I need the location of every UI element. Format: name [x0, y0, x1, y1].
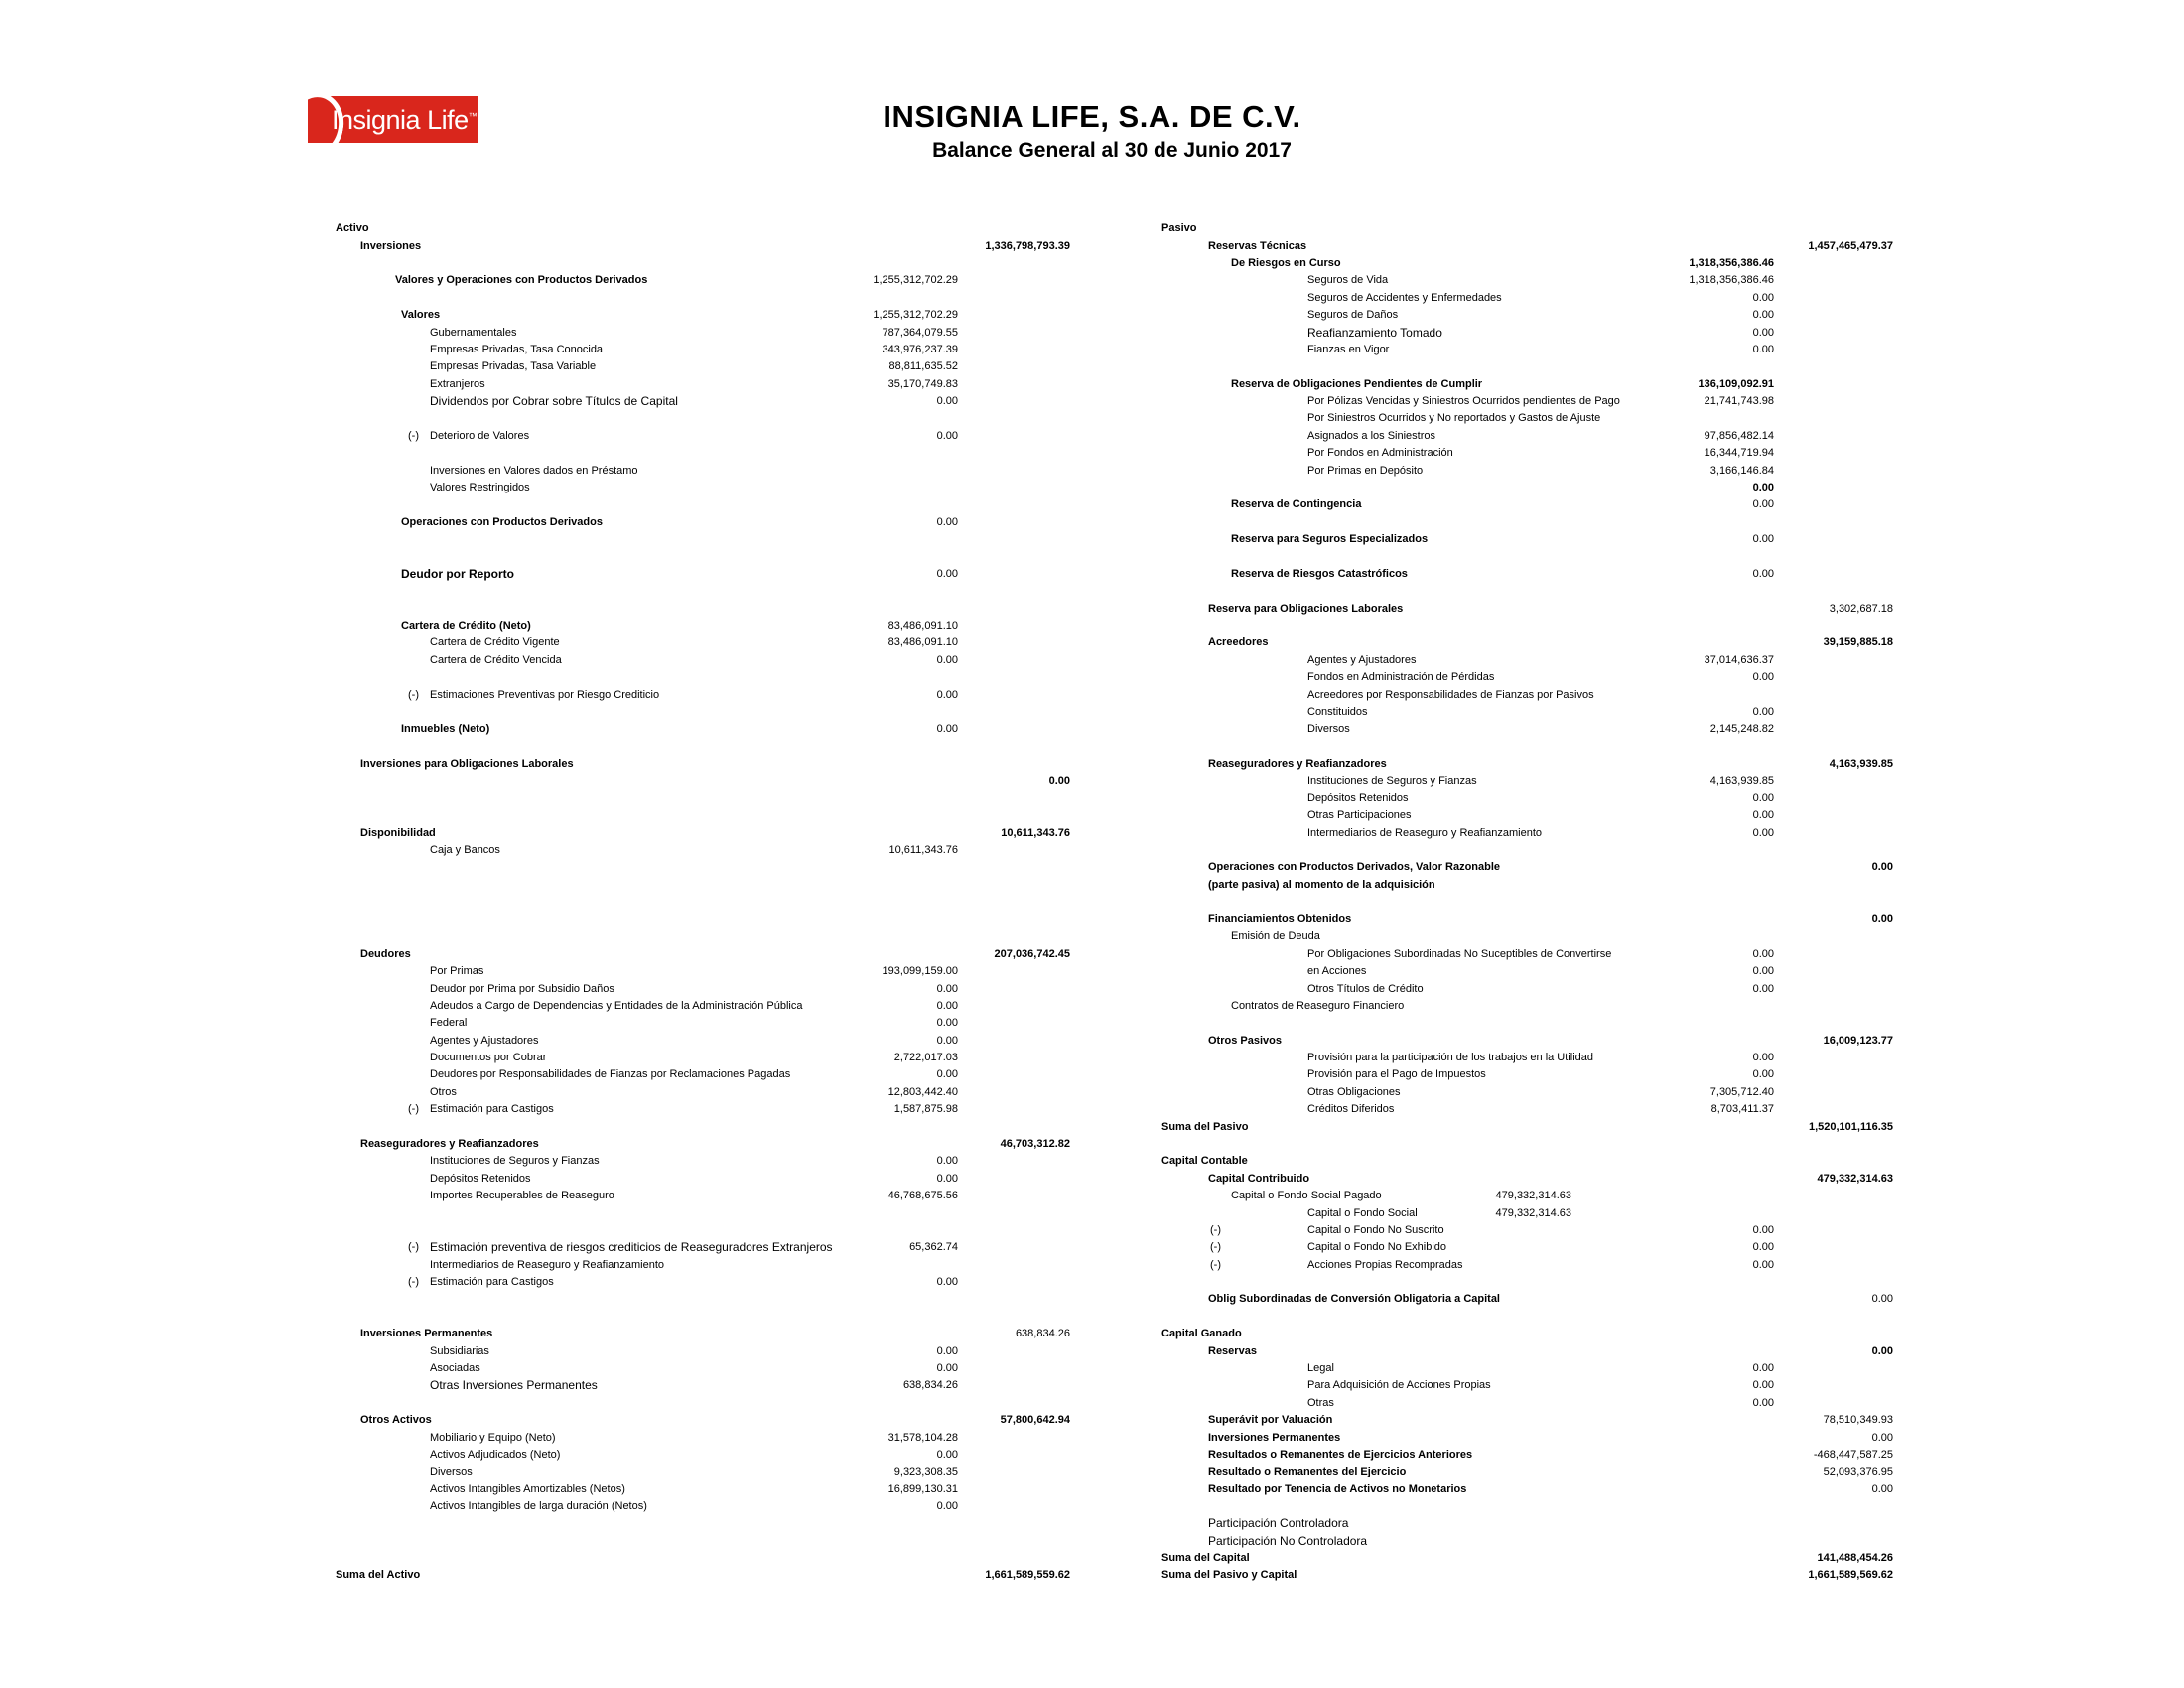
line-item-amount: 0.00 — [936, 1017, 958, 1029]
line-item-amount: 136,109,092.91 — [1698, 378, 1774, 390]
line-item-label: Reserva de Contingencia — [1231, 498, 1362, 510]
line-item-label: Instituciones de Seguros y Fianzas — [430, 1155, 600, 1167]
section-total: 1,520,101,116.35 — [1808, 1121, 1893, 1133]
line-item-label: Por Pólizas Vencidas y Siniestros Ocurridos pendientes de Pago — [1307, 395, 1620, 407]
line-item-label: Extranjeros — [430, 378, 485, 390]
line-item-label: Adeudos a Cargo de Dependencias y Entidades de la Administración Pública — [430, 1000, 803, 1012]
line-item-amount: 787,364,079.55 — [882, 327, 958, 339]
line-item-amount: 0.00 — [1752, 1259, 1774, 1271]
line-item-label: Cartera de Crédito (Neto) — [401, 620, 531, 632]
line-item-amount: 8,703,411.37 — [1710, 1103, 1774, 1115]
line-item-amount: 0.00 — [1752, 1224, 1774, 1236]
line-item-label: Agentes y Ajustadores — [1307, 654, 1417, 666]
line-item-amount: 46,768,675.56 — [887, 1190, 958, 1201]
line-item-amount: 0.00 — [1752, 965, 1774, 977]
line-item-label: Participación No Controladora — [1208, 1534, 1368, 1548]
line-item-amount: 9,323,308.35 — [893, 1466, 958, 1477]
minus-sign: (-) — [1210, 1259, 1221, 1271]
section-total: 0.00 — [1871, 1345, 1893, 1357]
line-item-amount: 0.00 — [936, 516, 958, 528]
line-item-label: Oblig Subordinadas de Conversión Obligatoria a Capital — [1208, 1293, 1500, 1305]
section-total: 141,488,454.26 — [1817, 1552, 1893, 1564]
section-total: 16,009,123.77 — [1823, 1035, 1893, 1047]
line-item-amount: 1,255,312,702.29 — [873, 274, 958, 286]
line-item-label: Otras Inversiones Permanentes — [430, 1378, 598, 1392]
line-item-label: Fianzas en Vigor — [1307, 344, 1390, 355]
line-item-label: Otras Obligaciones — [1307, 1086, 1401, 1098]
line-item-label: Para Adquisición de Acciones Propias — [1307, 1379, 1491, 1391]
line-item-amount: 31,578,104.28 — [887, 1432, 958, 1444]
line-item-label: Otros Pasivos — [1208, 1035, 1282, 1047]
line-item-amount: 0.00 — [936, 1155, 958, 1167]
line-item-label: Otros Títulos de Crédito — [1307, 983, 1424, 995]
line-item-amount: 0.00 — [936, 689, 958, 701]
line-item-label: Deudor por Prima por Subsidio Daños — [430, 983, 614, 995]
line-item-label: Operaciones con Productos Derivados — [401, 516, 603, 528]
line-item-amount: 0.00 — [1752, 827, 1774, 839]
section-total: 0.00 — [1048, 775, 1070, 787]
line-item-label: Acreedores por Responsabilidades de Fianzas por Pasivos — [1307, 689, 1594, 701]
line-item-label: Caja y Bancos — [430, 844, 500, 856]
line-item-amount: 0.00 — [936, 1345, 958, 1357]
line-item-label: Instituciones de Seguros y Fianzas — [1307, 775, 1477, 787]
line-item-label: Importes Recuperables de Reaseguro — [430, 1190, 614, 1201]
line-item-label: Reserva para Obligaciones Laborales — [1208, 603, 1404, 615]
line-item-label: Capital Contribuido — [1208, 1173, 1310, 1185]
line-item-label: Deudores — [360, 948, 411, 960]
line-item-amount: 0.00 — [1752, 948, 1774, 960]
line-item-label: De Riesgos en Curso — [1231, 257, 1341, 269]
line-item-amount: 0.00 — [1752, 533, 1774, 545]
line-item-amount: 0.00 — [936, 654, 958, 666]
line-item-amount: 0.00 — [1752, 482, 1774, 493]
line-item-label: Disponibilidad — [360, 827, 436, 839]
line-item-amount: 638,834.26 — [902, 1379, 958, 1391]
line-item-label: Activos Intangibles de larga duración (Netos) — [430, 1500, 647, 1512]
section-total: 57,800,642.94 — [1000, 1414, 1070, 1426]
section-total: 0.00 — [1871, 1293, 1893, 1305]
minus-sign: (-) — [1210, 1224, 1221, 1236]
page-subtitle: Balance General al 30 de Junio 2017 — [932, 139, 1292, 162]
line-item-label: Reserva de Riesgos Catastróficos — [1231, 568, 1408, 580]
line-item-amount: 0.00 — [1752, 1379, 1774, 1391]
line-item-label: Suma del Pasivo y Capital — [1161, 1569, 1297, 1581]
line-item-amount: 479,332,314.63 — [1495, 1190, 1571, 1201]
section-total: 1,661,589,569.62 — [1808, 1569, 1893, 1581]
line-item-label: Por Siniestros Ocurridos y No reportados y Gastos de Ajuste — [1307, 412, 1601, 424]
line-item-label: Resultados o Remanentes de Ejercicios Anteriores — [1208, 1449, 1473, 1461]
line-item-amount: 0.00 — [1752, 1362, 1774, 1374]
line-item-amount: 0.00 — [1752, 568, 1774, 580]
line-item-label: Reaseguradores y Reafianzadores — [360, 1138, 539, 1150]
line-item-amount: 3,166,146.84 — [1709, 465, 1774, 477]
line-item-label: en Acciones — [1307, 965, 1367, 977]
line-item-label: Inversiones Permanentes — [1208, 1432, 1341, 1444]
line-item-label: Emisión de Deuda — [1231, 930, 1320, 942]
line-item-amount: 0.00 — [936, 1362, 958, 1374]
line-item-amount: 1,318,356,386.46 — [1689, 274, 1774, 286]
minus-sign: (-) — [1210, 1241, 1221, 1253]
line-item-label: Inversiones — [360, 240, 422, 252]
line-item-label: Reserva de Obligaciones Pendientes de Cumplir — [1231, 378, 1483, 390]
line-item-label: Depósitos Retenidos — [1307, 792, 1409, 804]
section-total: -468,447,587.25 — [1813, 1449, 1893, 1461]
line-item-amount: 0.00 — [1752, 327, 1774, 339]
section-total: 39,159,885.18 — [1823, 636, 1893, 648]
line-item-label: Por Primas — [430, 965, 484, 977]
logo-text: Insignia Life™ — [332, 105, 478, 135]
section-total: 0.00 — [1871, 1432, 1893, 1444]
line-item-label: Mobiliario y Equipo (Neto) — [430, 1432, 556, 1444]
line-item-label: Reaseguradores y Reafianzadores — [1208, 758, 1387, 770]
line-item-amount: 0.00 — [1752, 344, 1774, 355]
section-total: 638,834.26 — [1015, 1328, 1070, 1339]
line-item-amount: 65,362.74 — [909, 1241, 958, 1253]
line-item-amount: 0.00 — [1752, 983, 1774, 995]
line-item-label: Por Fondos en Administración — [1307, 447, 1453, 459]
line-item-label: Reservas — [1208, 1345, 1257, 1357]
line-item-label: Asignados a los Siniestros — [1307, 430, 1436, 442]
section-total: 207,036,742.45 — [994, 948, 1070, 960]
minus-sign: (-) — [408, 1276, 419, 1288]
line-item-label: Estimación para Castigos — [430, 1276, 554, 1288]
line-item-amount: 0.00 — [936, 723, 958, 735]
line-item-amount: 1,587,875.98 — [893, 1103, 958, 1115]
line-item-amount: 0.00 — [936, 1035, 958, 1047]
line-item-label: Superávit por Valuación — [1208, 1414, 1333, 1426]
line-item-label: Por Obligaciones Subordinadas No Suceptibles de Convertirse — [1307, 948, 1612, 960]
line-item-label: Dividendos por Cobrar sobre Títulos de Capital — [430, 394, 678, 408]
section-total: 0.00 — [1871, 1483, 1893, 1495]
line-item-amount: 35,170,749.83 — [887, 378, 958, 390]
line-item-amount: 16,344,719.94 — [1704, 447, 1774, 459]
line-item-label: Estimación preventiva de riesgos crediticios de Reaseguradores Extranjeros — [430, 1240, 833, 1254]
line-item-amount: 2,722,017.03 — [893, 1052, 958, 1063]
line-item-label: Asociadas — [430, 1362, 480, 1374]
line-item-amount: 0.00 — [936, 1000, 958, 1012]
line-item-label: (parte pasiva) al momento de la adquisición — [1208, 879, 1435, 891]
line-item-label: Constituidos — [1307, 706, 1368, 718]
line-item-label: Inmuebles (Neto) — [401, 723, 490, 735]
section-total: 3,302,687.18 — [1829, 603, 1893, 615]
line-item-amount: 0.00 — [1752, 1068, 1774, 1080]
line-item-amount: 479,332,314.63 — [1495, 1207, 1571, 1219]
line-item-amount: 0.00 — [936, 1449, 958, 1461]
line-item-label: Provisión para el Pago de Impuestos — [1307, 1068, 1486, 1080]
line-item-label: Valores Restringidos — [430, 482, 530, 493]
line-item-label: Seguros de Vida — [1307, 274, 1389, 286]
minus-sign: (-) — [408, 1103, 419, 1115]
section-total: 0.00 — [1871, 861, 1893, 873]
line-item-label: Resultado por Tenencia de Activos no Monetarios — [1208, 1483, 1467, 1495]
line-item-label: Participación Controladora — [1208, 1516, 1349, 1530]
section-total: 479,332,314.63 — [1817, 1173, 1893, 1185]
line-item-amount: 0.00 — [1752, 1052, 1774, 1063]
section-total: 1,457,465,479.37 — [1808, 240, 1893, 252]
line-item-label: Seguros de Accidentes y Enfermedades — [1307, 292, 1502, 304]
line-item-label: Intermediarios de Reaseguro y Reafianzamiento — [430, 1259, 665, 1271]
line-item-amount: 343,976,237.39 — [882, 344, 958, 355]
line-item-label: Cartera de Crédito Vencida — [430, 654, 562, 666]
line-item-label: Cartera de Crédito Vigente — [430, 636, 560, 648]
line-item-label: Gubernamentales — [430, 327, 517, 339]
section-total: 4,163,939.85 — [1829, 758, 1893, 770]
line-item-amount: 0.00 — [1752, 792, 1774, 804]
line-item-label: Depósitos Retenidos — [430, 1173, 531, 1185]
section-total: 0.00 — [1871, 914, 1893, 925]
section-total: 10,611,343.76 — [1001, 827, 1070, 839]
line-item-amount: 0.00 — [1752, 1397, 1774, 1409]
line-item-label: Capital o Fondo Social — [1307, 1207, 1418, 1219]
line-item-label: Inversiones en Valores dados en Préstamo — [430, 465, 638, 477]
section-total: 1,661,589,559.62 — [985, 1569, 1070, 1581]
line-item-label: Capital Contable — [1161, 1155, 1248, 1167]
line-item-label: Intermediarios de Reaseguro y Reafianzamiento — [1307, 827, 1543, 839]
line-item-label: Deudor por Reporto — [401, 567, 514, 581]
line-item-amount: 21,741,743.98 — [1704, 395, 1774, 407]
line-item-amount: 1,255,312,702.29 — [873, 309, 958, 321]
line-item-label: Capital Ganado — [1161, 1328, 1242, 1339]
line-item-amount: 0.00 — [936, 568, 958, 580]
line-item-label: Valores y Operaciones con Productos Derivados — [395, 274, 648, 286]
line-item-amount: 0.00 — [936, 1173, 958, 1185]
line-item-label: Seguros de Daños — [1307, 309, 1399, 321]
line-item-amount: 0.00 — [1752, 671, 1774, 683]
line-item-label: Estimación para Castigos — [430, 1103, 554, 1115]
line-item-label: Activos Intangibles Amortizables (Netos) — [430, 1483, 625, 1495]
line-item-amount: 0.00 — [936, 395, 958, 407]
line-item-label: Agentes y Ajustadores — [430, 1035, 539, 1047]
line-item-label: Contratos de Reaseguro Financiero — [1231, 1000, 1405, 1012]
line-item-label: Federal — [430, 1017, 468, 1029]
line-item-label: Capital o Fondo No Suscrito — [1307, 1224, 1444, 1236]
line-item-label: Otras — [1307, 1397, 1334, 1409]
line-item-label: Deterioro de Valores — [430, 430, 530, 442]
line-item-amount: 0.00 — [936, 1500, 958, 1512]
line-item-amount: 0.00 — [936, 430, 958, 442]
line-item-amount: 83,486,091.10 — [887, 620, 958, 632]
line-item-label: Deudores por Responsabilidades de Fianzas por Reclamaciones Pagadas — [430, 1068, 791, 1080]
line-item-amount: 83,486,091.10 — [887, 636, 958, 648]
line-item-label: Suma del Capital — [1161, 1552, 1250, 1564]
line-item-label: Reservas Técnicas — [1208, 240, 1307, 252]
line-item-label: Empresas Privadas, Tasa Variable — [430, 360, 597, 372]
line-item-label: Acciones Propias Recompradas — [1307, 1259, 1463, 1271]
section-total: 1,336,798,793.39 — [985, 240, 1070, 252]
line-item-amount: 0.00 — [936, 1276, 958, 1288]
section-total: 78,510,349.93 — [1823, 1414, 1893, 1426]
line-item-label: Otros Activos — [360, 1414, 432, 1426]
line-item-amount: 2,145,248.82 — [1709, 723, 1774, 735]
line-item-amount: 88,811,635.52 — [888, 360, 958, 372]
line-item-label: Pasivo — [1161, 222, 1197, 234]
minus-sign: (-) — [408, 1241, 419, 1253]
line-item-label: Capital o Fondo No Exhibido — [1307, 1241, 1447, 1253]
line-item-label: Suma del Activo — [336, 1569, 421, 1581]
line-item-label: Otros — [430, 1086, 457, 1098]
line-item-label: Activo — [336, 222, 369, 234]
line-item-label: Diversos — [1307, 723, 1350, 735]
line-item-amount: 0.00 — [1752, 706, 1774, 718]
line-item-label: Diversos — [430, 1466, 473, 1477]
line-item-amount: 0.00 — [936, 1068, 958, 1080]
line-item-amount: 4,163,939.85 — [1709, 775, 1774, 787]
line-item-amount: 97,856,482.14 — [1704, 430, 1774, 442]
line-item-label: Inversiones Permanentes — [360, 1328, 493, 1339]
line-item-label: Fondos en Administración de Pérdidas — [1307, 671, 1495, 683]
line-item-amount: 0.00 — [1752, 498, 1774, 510]
line-item-label: Capital o Fondo Social Pagado — [1231, 1190, 1382, 1201]
line-item-label: Otras Participaciones — [1307, 809, 1412, 821]
line-item-label: Operaciones con Productos Derivados, Valor Razonable — [1208, 861, 1501, 873]
section-total: 46,703,312.82 — [1000, 1138, 1070, 1150]
line-item-label: Acreedores — [1208, 636, 1269, 648]
line-item-amount: 1,318,356,386.46 — [1689, 257, 1774, 269]
line-item-amount: 7,305,712.40 — [1709, 1086, 1774, 1098]
line-item-label: Resultado o Remanentes del Ejercicio — [1208, 1466, 1407, 1477]
line-item-label: Provisión para la participación de los trabajos en la Utilidad — [1307, 1052, 1593, 1063]
line-item-label: Créditos Diferidos — [1307, 1103, 1395, 1115]
line-item-label: Inversiones para Obligaciones Laborales — [360, 758, 574, 770]
line-item-amount: 37,014,636.37 — [1704, 654, 1774, 666]
minus-sign: (-) — [408, 430, 419, 442]
line-item-label: Empresas Privadas, Tasa Conocida — [430, 344, 604, 355]
line-item-label: Reserva para Seguros Especializados — [1231, 533, 1429, 545]
page-title: INSIGNIA LIFE, S.A. DE C.V. — [883, 99, 1301, 134]
line-item-amount: 12,803,442.40 — [887, 1086, 958, 1098]
line-item-amount: 0.00 — [1752, 292, 1774, 304]
line-item-amount: 10,611,343.76 — [888, 844, 958, 856]
line-item-amount: 0.00 — [1752, 809, 1774, 821]
line-item-label: Activos Adjudicados (Neto) — [430, 1449, 561, 1461]
line-item-label: Suma del Pasivo — [1161, 1121, 1249, 1133]
line-item-amount: 0.00 — [1752, 1241, 1774, 1253]
line-item-amount: 193,099,159.00 — [882, 965, 958, 977]
line-item-label: Estimaciones Preventivas por Riesgo Crediticio — [430, 689, 660, 701]
line-item-amount: 16,899,130.31 — [887, 1483, 958, 1495]
line-item-label: Valores — [401, 309, 441, 321]
line-item-amount: 0.00 — [936, 983, 958, 995]
line-item-label: Legal — [1307, 1362, 1334, 1374]
line-item-amount: 0.00 — [1752, 309, 1774, 321]
section-total: 52,093,376.95 — [1823, 1466, 1893, 1477]
line-item-label: Subsidiarias — [430, 1345, 489, 1357]
line-item-label: Documentos por Cobrar — [430, 1052, 547, 1063]
minus-sign: (-) — [408, 689, 419, 701]
line-item-label: Financiamientos Obtenidos — [1208, 914, 1352, 925]
line-item-label: Por Primas en Depósito — [1307, 465, 1424, 477]
line-item-label: Reafianzamiento Tomado — [1307, 326, 1442, 340]
